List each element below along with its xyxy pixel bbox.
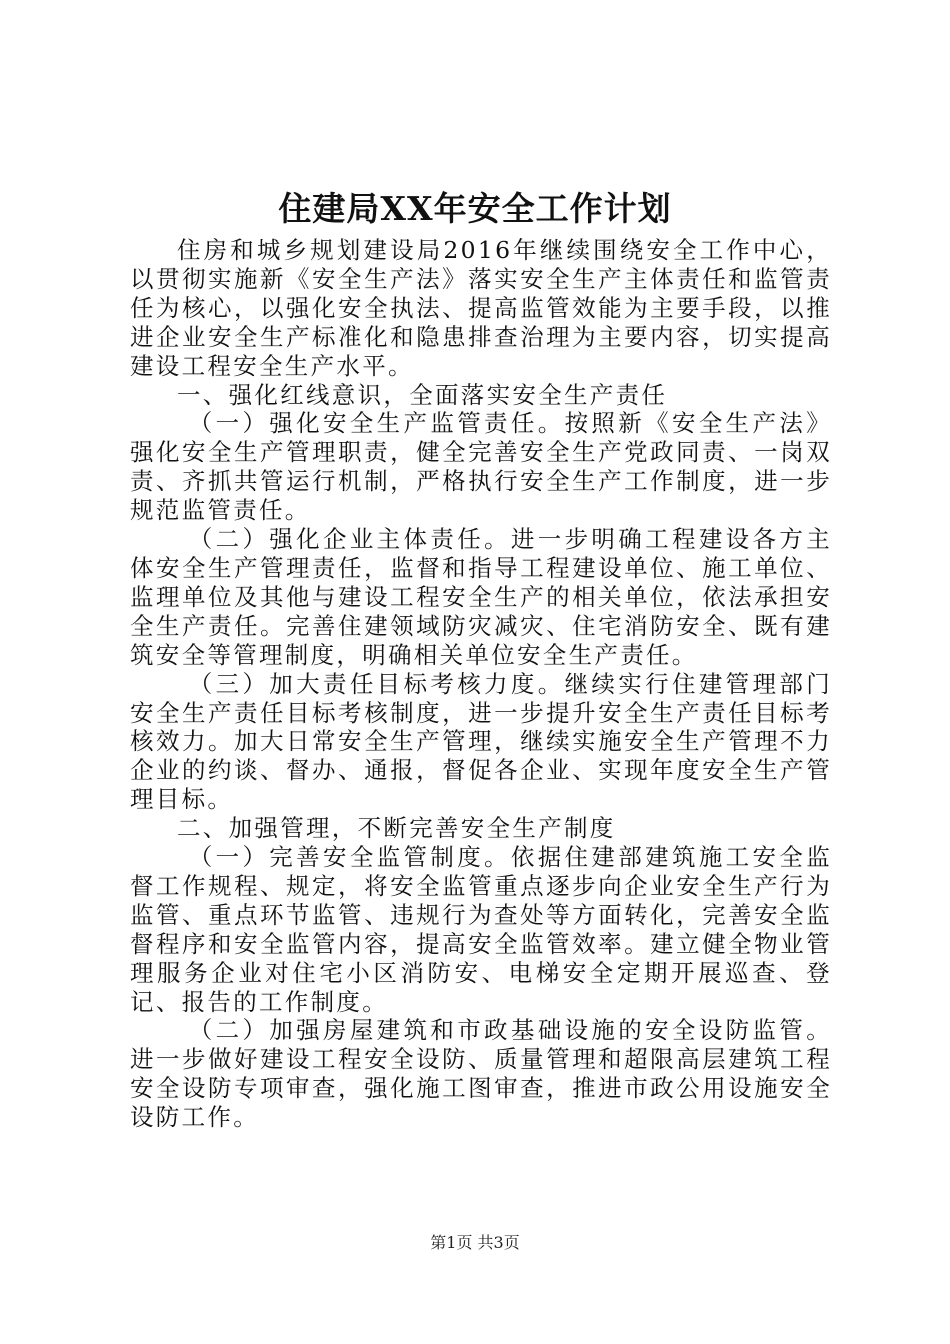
section-heading-1: 一、强化红线意识，全面落实安全生产责任 <box>177 380 668 409</box>
section-heading-2: 二、加强管理，不断完善安全生产制度 <box>177 814 616 843</box>
intro-paragraph: 住房和城乡规划建设局2016年继续围绕安全工作中心，以贯彻实施新《安全生产法》落实安全生产主体责任和监管责任为核心，以强化安全执法、提高监管效能为主要手段，以推进企业安全生产标准化和隐患排查治理为主要内容，切实提高建设工程安全生产水平。 <box>130 236 832 380</box>
page-footer: 第1页 共3页 <box>430 1233 520 1252</box>
subsection-2-2: （二）加强房屋建筑和市政基础设施的安全设防监管。进一步做好建设工程安全设防、质量管理和超限高层建筑工程安全设防专项审查，强化施工图审查，推进市政公用设施安全设防工作。 <box>130 1016 832 1132</box>
subsection-1-3: （三）加大责任目标考核力度。继续实行住建管理部门安全生产责任目标考核制度，进一步提升安全生产责任目标考核效力。加大日常安全生产管理，继续实施安全生产管理不力企业的约谈、督办、通报，督促各企业、实现年度安全生产管理目标。 <box>130 669 832 814</box>
subsection-1-1: （一）强化安全生产监管责任。按照新《安全生产法》强化安全生产管理职责，健全完善安全生产党政同责、一岗双责、齐抓共管运行机制，严格执行安全生产工作制度，进一步规范监管责任。 <box>130 409 832 525</box>
document-body <box>130 236 832 1132</box>
subsection-2-1: （一）完善安全监管制度。依据住建部建筑施工安全监督工作规程、规定，将安全监管重点逐步向企业安全生产行为监管、重点环节监管、违规行为查处等方面转化，完善安全监督程序和安全监管内容，提高安全监管效率。建立健全物业管理服务企业对住宅小区消防安、电梯安全定期开展巡查、登记、报告的工作制度。 <box>130 843 832 1016</box>
subsection-1-2: （二）强化企业主体责任。进一步明确工程建设各方主体安全生产管理责任，监督和指导工程建设单位、施工单位、监理单位及其他与建设工程安全生产的相关单位，依法承担安全生产责任。完善住建领域防灾减灾、住宅消防安全、既有建筑安全等管理制度，明确相关单位安全生产责任。 <box>130 525 832 669</box>
document-title: 住建局XX年安全工作计划 <box>278 189 672 228</box>
